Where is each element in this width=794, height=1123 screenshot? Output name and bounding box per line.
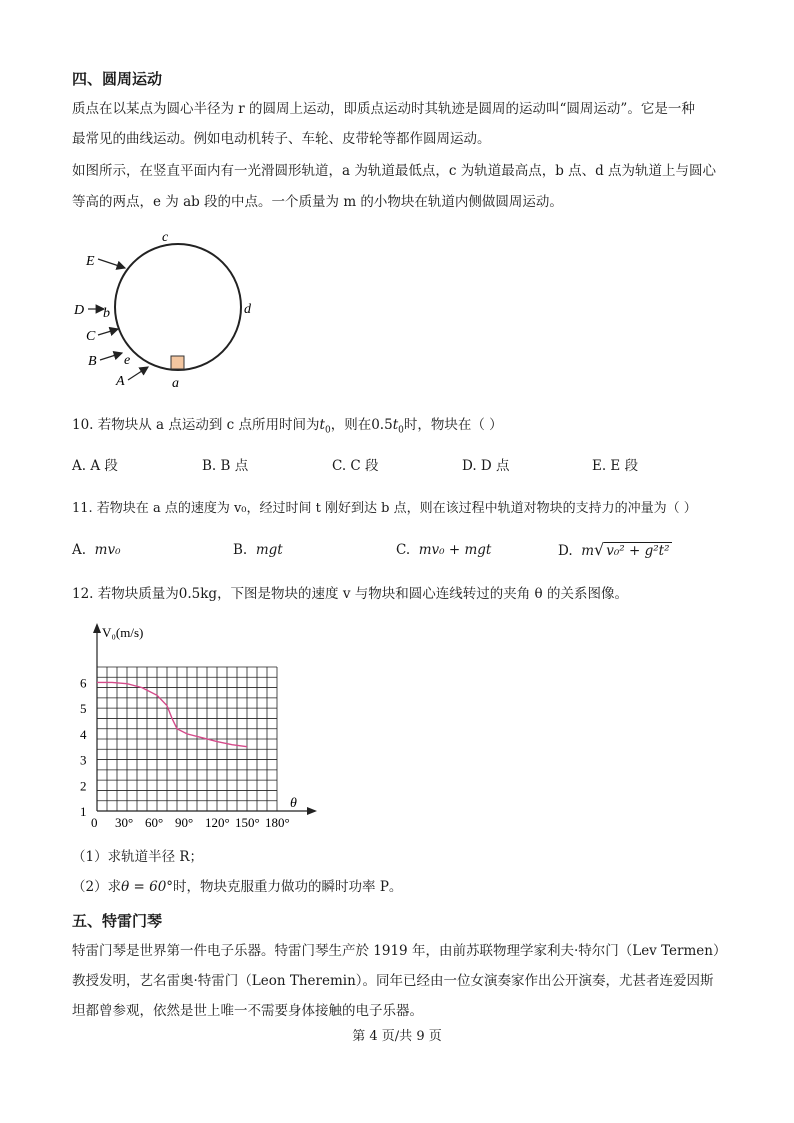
theremin-line-3: 坦都曾参观，依然是世上唯一不需要身体接触的电子乐器。 [72,1003,423,1019]
chart-tick-labels [80,675,290,830]
question-12-sub-1: （1）求轨道半径 R； [72,849,204,865]
chart-grid [93,623,317,815]
y-axis-arrowhead [93,623,101,633]
setup-line-2: 等高的两点，e 为 ab 段的中点。一个质量为 m 的小物块在轨道内侧做圆周运动。 [72,194,563,210]
setup-line-1: 如图所示，在竖直平面内有一光滑圆形轨道，a 为轨道最低点，c 为轨道最高点，b 点、d 点为轨道上与圆心 [72,163,717,179]
q10-option-d: D. D 点 [462,458,510,474]
chart-x-axis-label: θ [290,796,297,811]
x-tick-label: 120° [205,815,230,830]
label-d: d [244,302,251,317]
label-B: B [88,354,97,369]
q10-option-c: C. C 段 [332,458,379,474]
y-tick-label: 4 [80,726,87,742]
q11-option-c: C. mv₀ + mgt [396,542,492,558]
y-tick-label: 2 [80,778,87,794]
q11-option-b: B. mgt [233,542,283,558]
circular-track [115,244,241,370]
question-12-sub-2: （2）求θ = 60°时，物块克服重力做功的瞬时功率 P。 [72,879,403,895]
arrow-E [98,259,125,268]
x-tick-label: 30° [115,815,134,830]
q11-option-d: D. m√ v₀² + g²t² [558,540,670,559]
x-tick-label: 180° [265,815,290,830]
chart-y-axis-label: V₀(m/s) [102,625,144,640]
y-tick-label: 3 [80,752,87,768]
arrow-C [98,329,118,335]
intro-line-1: 质点在以某点为圆心半径为 r 的圆周上运动，即质点运动时其轨迹是圆周的运动叫“圆周运动”。它是一种 [72,101,695,117]
label-E: E [86,254,95,269]
page-number: 第 4 页/共 9 页 [352,1029,442,1044]
x-tick-label: 90° [175,815,194,830]
q10-option-b: B. B 点 [202,458,249,474]
small-block [171,356,184,369]
y-tick-label: 1 [80,804,87,819]
section-heading-circular-motion: 四、圆周运动 [72,70,163,88]
label-C: C [86,329,96,344]
label-e: e [124,353,131,368]
label-D: D [74,303,85,318]
x-tick-label: 150° [235,815,260,830]
intro-line-2: 最常见的曲线运动。例如电动机转子、车轮、皮带轮等都作圆周运动。 [72,131,491,147]
theremin-line-1: 特雷门琴是世界第一件电子乐器。特雷门琴生产於 1919 年，由前苏联物理学家利夫·特尔门（Lev Termen） [72,943,727,959]
label-a: a [172,376,179,391]
q10-option-e: E. E 段 [592,458,639,474]
label-c: c [162,230,169,245]
q11-option-a: A. mv₀ [72,542,121,558]
label-A: A [116,374,125,389]
x-tick-label: 60° [145,815,164,830]
y-tick-label: 6 [80,675,87,691]
velocity-angle-chart [70,615,320,835]
circular-track-figure [70,225,280,395]
x-axis-arrowhead [307,807,317,815]
question-12-stem: 12. 若物块质量为0.5kg，下图是物块的速度 v 与物块和圆心连线转过的夹角 θ 的关系图像。 [72,586,628,602]
arrow-B [100,353,122,360]
arrow-A [128,367,148,380]
question-10-stem: 10. 若物块从 a 点运动到 c 点所用时间为$t_0$，则在$0.5t_0$时，物块在（ ） [72,417,503,436]
question-11-stem: 11. 若物块在 a 点的速度为 v₀，经过时间 t 刚好到达 b 点，则在该过程中轨道对物块的支持力的冲量为（ ） [72,501,697,516]
section-heading-theremin: 五、特雷门琴 [72,912,163,930]
label-b: b [103,306,110,321]
q10-option-a: A. A 段 [72,458,118,474]
theremin-line-2: 教授发明，艺名雷奥·特雷门（Leon Theremin）。同年已经由一位女演奏家作出公开演奏，尤甚者连爱因斯 [72,973,714,989]
x-tick-label: 0 [91,815,98,830]
velocity-curve [97,682,247,746]
y-tick-label: 5 [80,701,87,717]
